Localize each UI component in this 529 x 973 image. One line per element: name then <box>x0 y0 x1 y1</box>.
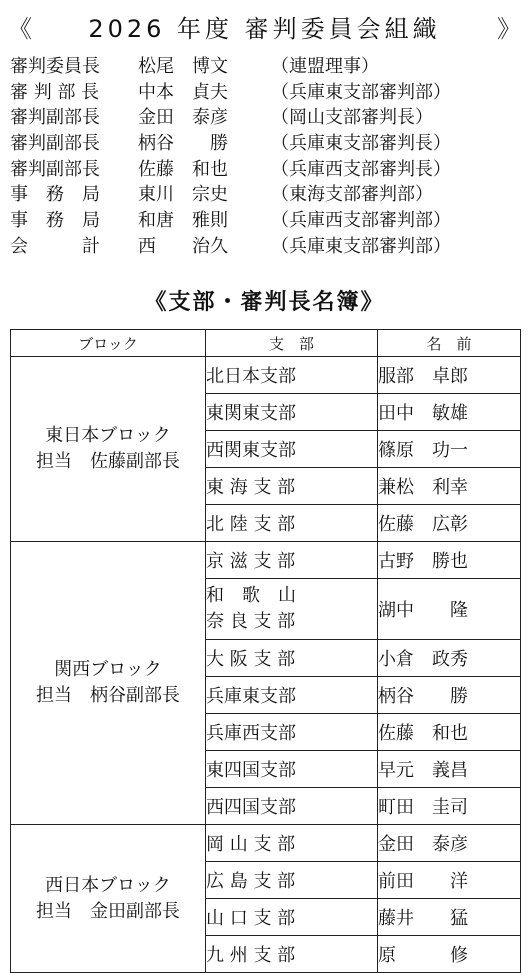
officer-row <box>10 232 520 258</box>
name-cell: 柄谷 勝 <box>378 677 521 714</box>
officer-name: 中本 貞夫 <box>138 81 228 103</box>
branch-cell: 兵庫東支部 <box>206 677 378 714</box>
officer-role: 審判副部長 <box>10 158 100 180</box>
officer-affiliation: （兵庫東支部審判部） <box>271 235 451 257</box>
officer-name: 金田 泰彦 <box>138 107 228 129</box>
name-cell: 湖中 隆 <box>378 579 521 640</box>
officer-role: 審判委員長 <box>10 55 100 77</box>
officer-name: 和唐 雅則 <box>138 209 228 231</box>
block-manager: 担当 佐藤副部長 <box>36 451 180 472</box>
block-label: 西日本ブロック <box>45 874 171 896</box>
officer-role: 審判副部長 <box>10 107 100 129</box>
branch-cell: 兵庫西支部 <box>206 714 378 751</box>
officer-row <box>10 155 520 181</box>
block-manager: 担当 金田副部長 <box>36 900 180 922</box>
name-cell: 田中 敏雄 <box>378 394 521 431</box>
name-cell: 原 修 <box>378 936 521 973</box>
branch-cell: 西関東支部 <box>206 431 378 468</box>
officer-list <box>10 52 520 258</box>
title-right-bracket: 》 <box>497 14 521 43</box>
title-text: 2026 年度 審判委員会組織 <box>88 14 441 43</box>
officer-affiliation: （兵庫東支部審判長） <box>271 132 451 154</box>
branch-cell: 東四国支部 <box>206 751 378 788</box>
branch-cell: 大 阪 支 部 <box>206 640 378 677</box>
table-row <box>11 357 521 394</box>
block-cell-west <box>11 825 206 973</box>
name-cell: 佐藤 和也 <box>378 714 521 751</box>
officer-affiliation: （連盟理事） <box>271 55 379 77</box>
name-cell: 早元 義昌 <box>378 751 521 788</box>
officer-row <box>10 129 520 155</box>
name-cell: 町田 圭司 <box>378 788 521 825</box>
branch-cell: 九 州 支 部 <box>206 936 378 973</box>
block-label: 関西ブロック <box>54 659 162 680</box>
title-left-bracket: 《 <box>8 14 32 43</box>
branch-cell: 京 滋 支 部 <box>206 542 378 579</box>
officer-role: 事 務 局 <box>10 209 100 231</box>
officer-affiliation: （兵庫西支部審判部） <box>271 209 451 231</box>
officer-role: 審判副部長 <box>10 132 100 154</box>
branch-cell: 山 口 支 部 <box>206 899 378 936</box>
branch-cell: 西四国支部 <box>206 788 378 825</box>
officer-row <box>10 180 520 206</box>
branch-cell: 岡 山 支 部 <box>206 825 378 862</box>
table-header-row <box>11 330 521 357</box>
branch-line: 奈 良 支 部 <box>206 611 296 632</box>
branch-cell: 広 島 支 部 <box>206 862 378 899</box>
branch-line: 和 歌 山 <box>206 585 296 606</box>
block-label: 東日本ブロック <box>45 425 171 446</box>
block-cell-kansai <box>11 542 206 825</box>
branch-cell: 北 陸 支 部 <box>206 505 378 542</box>
table-row <box>11 825 521 862</box>
officer-role: 審 判 部 長 <box>10 81 100 103</box>
officer-affiliation: （岡山支部審判長） <box>271 107 433 129</box>
officer-affiliation: （兵庫西支部審判長） <box>271 158 451 180</box>
name-cell: 小倉 政秀 <box>378 640 521 677</box>
officer-name: 柄谷 勝 <box>138 132 228 154</box>
officer-row <box>10 52 520 78</box>
header-block: ブロック <box>11 330 206 357</box>
officer-name: 松尾 博文 <box>138 55 228 77</box>
branch-cell: 東 海 支 部 <box>206 468 378 505</box>
branch-cell <box>206 579 378 640</box>
branch-cell: 北日本支部 <box>206 357 378 394</box>
name-cell: 古野 勝也 <box>378 542 521 579</box>
officer-row <box>10 78 520 104</box>
officer-name: 佐藤 和也 <box>138 158 228 180</box>
name-cell: 前田 洋 <box>378 862 521 899</box>
name-cell: 兼松 利幸 <box>378 468 521 505</box>
officer-row <box>10 206 520 232</box>
officer-affiliation: （兵庫東支部審判部） <box>271 81 451 103</box>
officer-name: 西 治久 <box>138 235 228 257</box>
name-cell: 篠原 功一 <box>378 431 521 468</box>
name-cell: 佐藤 広彰 <box>378 505 521 542</box>
header-name: 名 前 <box>378 330 521 357</box>
name-cell: 金田 泰彦 <box>378 825 521 862</box>
block-cell-east <box>11 357 206 542</box>
officer-affiliation: （東海支部審判部） <box>271 184 433 206</box>
header-branch: 支 部 <box>206 330 378 357</box>
officer-name: 東川 宗史 <box>138 184 228 206</box>
roster-subtitle: 《支部・審判長名簿》 <box>144 290 385 315</box>
name-cell: 藤井 猛 <box>378 899 521 936</box>
name-cell: 服部 卓郎 <box>378 357 521 394</box>
table-row <box>11 542 521 579</box>
page-title <box>0 6 529 46</box>
officer-role: 事 務 局 <box>10 184 100 206</box>
branch-cell: 東関東支部 <box>206 394 378 431</box>
officer-role: 会 計 <box>10 235 100 257</box>
officer-row <box>10 103 520 129</box>
roster-table <box>10 329 521 973</box>
block-manager: 担当 柄谷副部長 <box>36 685 180 706</box>
